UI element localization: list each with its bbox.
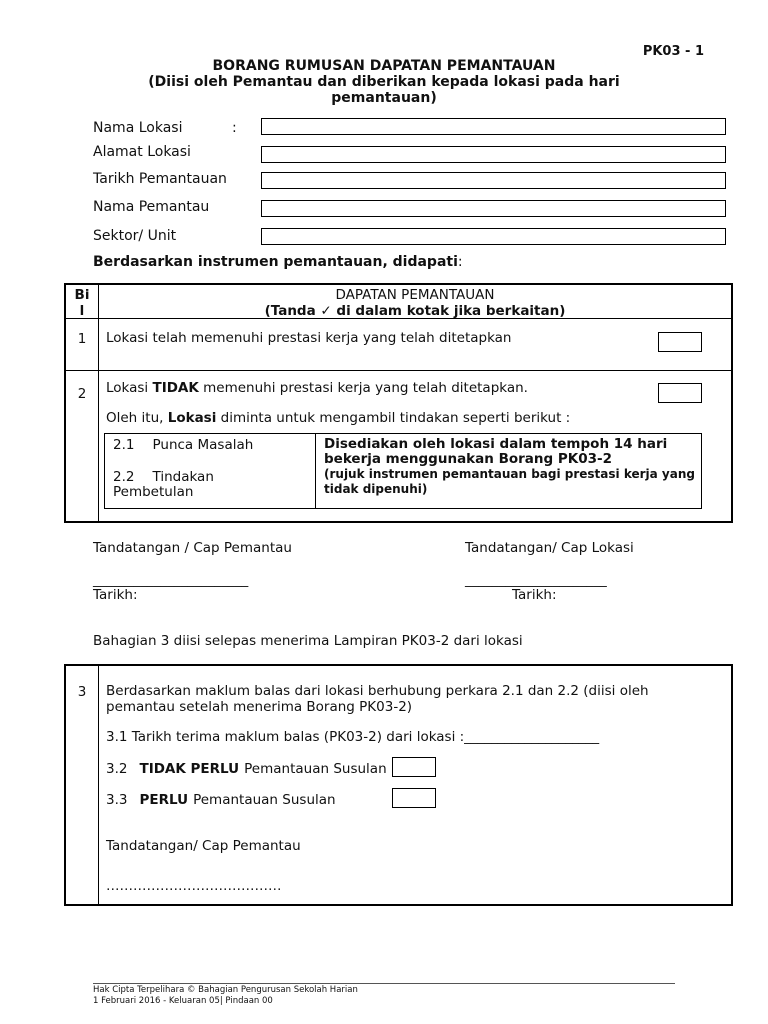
field-label-sektor-unit: Sektor/ Unit [93, 228, 177, 244]
bil-header-2: l [79, 303, 85, 319]
item-3-3-text: Pemantauan Susulan [193, 792, 336, 808]
title-line-3: pemantauan) [331, 90, 437, 106]
row-1-number: 1 [77, 331, 87, 347]
nama-pemantau-input[interactable] [261, 200, 726, 217]
row-2-text-post: memenuhi prestasi kerja yang telah ditetapkan. [198, 380, 528, 396]
findings-header [99, 287, 731, 319]
form-title [0, 58, 768, 106]
bil-header-1: Bi [74, 287, 90, 303]
item-3-3 [106, 792, 336, 808]
field-label-tarikh-pemantauan: Tarikh Pemantauan [93, 171, 227, 187]
followup-table [64, 664, 733, 906]
action-item-2-2-num: 2.2 [113, 469, 135, 485]
row-2-line-2-pre: Oleh itu, [106, 410, 168, 426]
intro-colon: : [457, 254, 463, 270]
tidak-perlu-checkbox[interactable] [392, 757, 436, 777]
findings-header-2: (Tanda ✓ di dalam kotak jika berkaitan) [264, 303, 566, 319]
action-note [324, 437, 695, 497]
item-3-2 [106, 761, 387, 777]
field-label-alamat-lokasi: Alamat Lokasi [93, 144, 191, 160]
action-note-1: Disediakan oleh lokasi dalam tempoh 14 hari bekerja menggunakan Borang PK03-2 [324, 436, 668, 467]
item-3-3-bold: PERLU [139, 792, 189, 808]
action-item-2-2-text: Tindakan [152, 469, 214, 485]
footer-copyright: Hak Cipta Terpelihara © Bahagian Pengurusan Sekolah Harian [93, 985, 358, 995]
sektor-unit-input[interactable] [261, 228, 726, 245]
row-2-line-2-bold: Lokasi [167, 410, 217, 426]
field-label-nama-pemantau: Nama Pemantau [93, 199, 210, 215]
item-3-3-num: 3.3 [106, 792, 128, 808]
row-1-checkbox[interactable] [658, 332, 702, 352]
row-divider [66, 370, 731, 371]
action-box-divider [315, 434, 316, 508]
title-line-2: (Diisi oleh Pemantau dan diberikan kepada lokasi pada hari [148, 74, 620, 90]
row-3-number: 3 [77, 684, 87, 700]
row-1-text: Lokasi telah memenuhi prestasi kerja yang telah ditetapkan [106, 330, 512, 346]
item-3-2-num: 3.2 [106, 761, 128, 777]
perlu-checkbox[interactable] [392, 788, 436, 808]
field-colon: : [232, 120, 237, 136]
item-3-2-text: Pemantauan Susulan [244, 761, 387, 777]
findings-header-1: DAPATAN PEMANTAUAN [335, 287, 495, 303]
row-2-line-2 [106, 410, 570, 426]
footer-rule [93, 983, 675, 984]
intro-text [93, 254, 463, 270]
action-item-2-1-text: Punca Masalah [152, 437, 254, 453]
findings-table [64, 283, 733, 523]
row-2-number: 2 [77, 386, 87, 402]
row-3-text: Berdasarkan maklum balas dari lokasi berhubung perkara 2.1 dan 2.2 (diisi oleh pemantau setelah menerima Borang PK03-2) [106, 683, 649, 715]
form-code: PK03 - 1 [642, 44, 704, 59]
column-divider [98, 285, 99, 521]
followup-signature-label: Tandatangan/ Cap Pemantau [106, 838, 301, 854]
section-3-note: Bahagian 3 diisi selepas menerima Lampiran PK03-2 dari lokasi [93, 633, 523, 649]
row-2-text-bold: TIDAK [152, 380, 199, 396]
title-line-1: BORANG RUMUSAN DAPATAN PEMANTAUAN [212, 58, 556, 74]
signature-pemantau-line[interactable]: _______________________ [93, 572, 249, 588]
alamat-lokasi-input[interactable] [261, 146, 726, 163]
row-2-text [106, 380, 528, 396]
action-item-2-1 [113, 438, 253, 453]
row-2-checkbox[interactable] [658, 383, 702, 403]
signature-lokasi-date: Tarikh: [512, 587, 557, 603]
footer [93, 985, 358, 1007]
signature-pemantau-label: Tandatangan / Cap Pemantau [93, 540, 292, 556]
item-3-2-bold: TIDAK PERLU [139, 761, 240, 777]
action-item-2-1-num: 2.1 [113, 437, 135, 453]
signature-lokasi-label: Tandatangan/ Cap Lokasi [465, 540, 634, 556]
followup-signature-line[interactable]: ………………………………… [106, 878, 282, 894]
footer-version: 1 Februari 2016 - Keluaran 05| Pindaan 00 [93, 996, 273, 1006]
row-2-line-2-post: diminta untuk mengambil tindakan seperti berikut : [216, 410, 571, 426]
column-divider-2 [98, 666, 99, 904]
row-2-text-pre: Lokasi [106, 380, 153, 396]
field-label-nama-lokasi: Nama Lokasi [93, 120, 183, 136]
signature-pemantau-date: Tarikh: [93, 587, 138, 603]
action-item-2-2-text-2: Pembetulan [113, 484, 194, 500]
action-note-2: (rujuk instrumen pemantauan bagi prestasi kerja yang tidak dipenuhi) [324, 467, 695, 496]
nama-lokasi-input[interactable] [261, 118, 726, 135]
action-item-2-2 [113, 470, 214, 485]
intro-bold: Berdasarkan instrumen pemantauan, didapati [93, 254, 458, 270]
tarikh-pemantauan-input[interactable] [261, 172, 726, 189]
signature-lokasi-line[interactable]: _____________________ [465, 572, 607, 588]
bil-header [66, 287, 98, 319]
action-box [104, 433, 702, 509]
item-3-1: 3.1 Tarikh terima maklum balas (PK03-2) dari lokasi :____________________ [106, 729, 600, 745]
